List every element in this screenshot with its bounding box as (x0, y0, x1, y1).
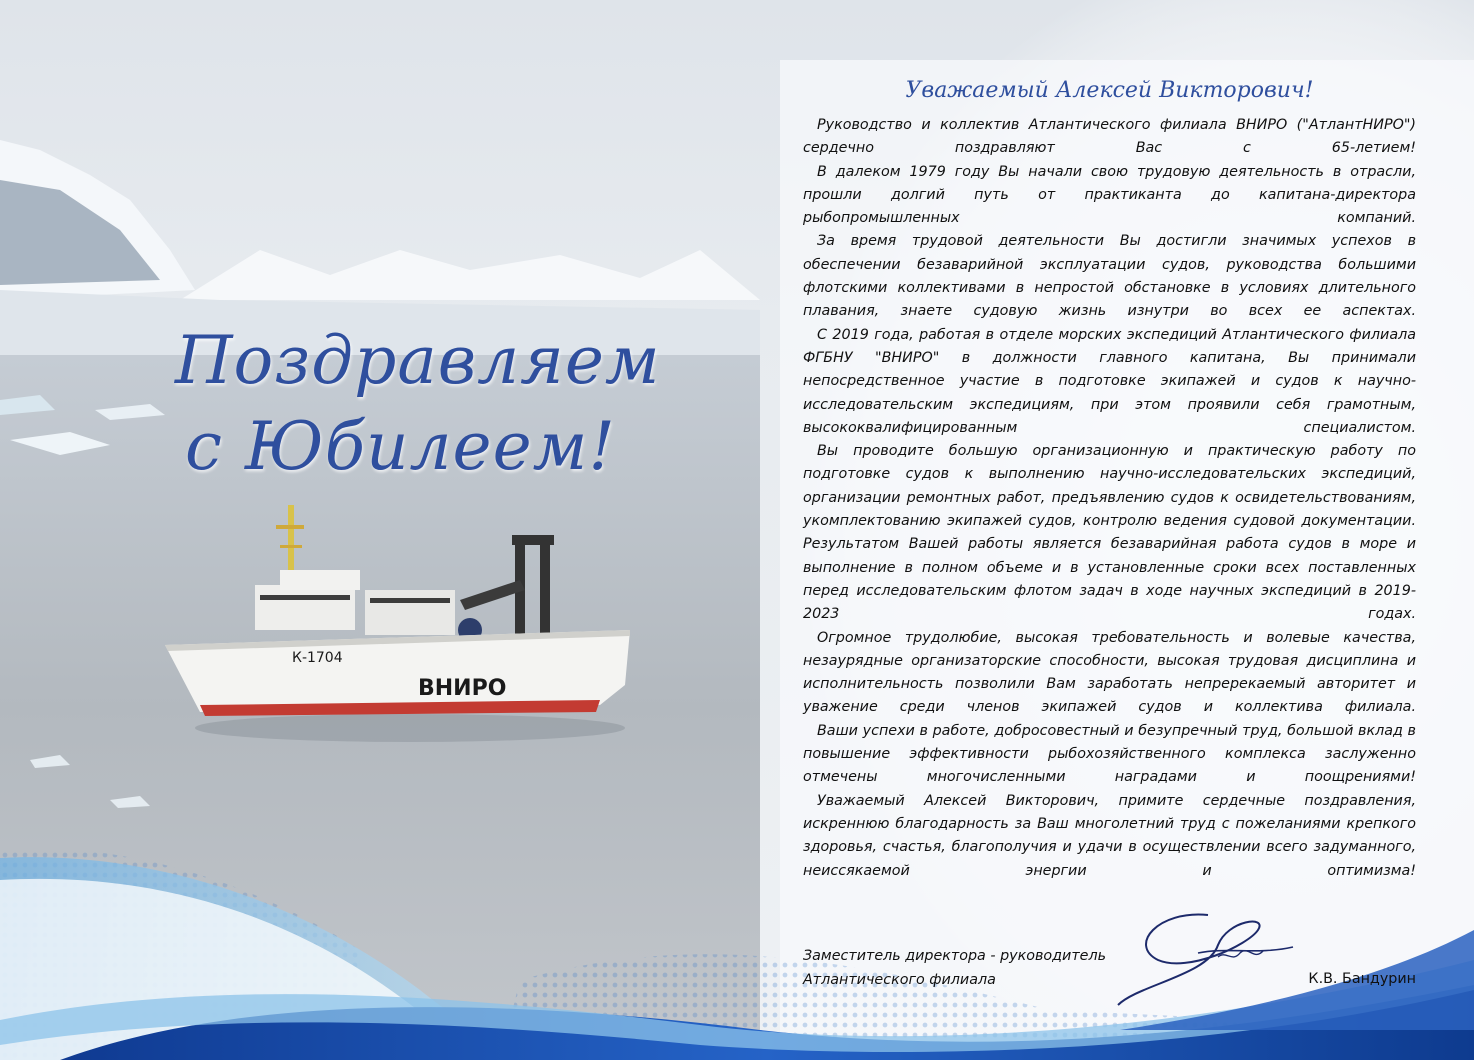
letter-body (803, 114, 1416, 883)
letter-paragraph: Вы проводите большую организационную и практическую работу по подготовке судов к выполнению научно-исследовательских экспедиций, организации ремонтных работ, предъявлению судов к освидетельствованиям, укомплектованию экипажей судов, контролю ведения судовой документации. Результатом Вашей работы является безаварийная работа судов в море и выполнение в полном объеме и в установленные сроки всех поставленных перед исследовательским флотом задач в ходе научных экспедиций в 2019-2023 годах. (803, 443, 1416, 623)
ship-number-text: К-1704 (292, 650, 343, 666)
letter-paragraph: В далеком 1979 году Вы начали свою трудовую деятельность в отрасли, прошли долгий путь от практиканта до капитана-директора рыбопромышленных компаний. (803, 163, 1416, 227)
headline-line-1: Поздравляем (175, 322, 661, 399)
ship-name-text: ВНИРО (418, 676, 507, 701)
letter-paragraph: С 2019 года, работая в отделе морских экспедиций Атлантического филиала ФГБНУ "ВНИРО" в должности главного капитана, Вы принимали непосредственное участие в подготовке экипажей и судов к научно-исследовательским экспедициям, при этом проявили себя грамотным, высококвалифицированным специалистом. (803, 326, 1416, 436)
letter-paragraph: Руководство и коллектив Атлантического филиала ВНИРО ("АтлантНИРО") сердечно поздравляют Вас с 65-летием! (803, 117, 1416, 157)
headline-line-2: с Юбилеем! (185, 408, 616, 485)
research-ship-illustration (160, 490, 640, 750)
letter-salutation: Уважаемый Алексей Викторович! (905, 78, 1314, 103)
letter-paragraph: Уважаемый Алексей Викторович, примите сердечные поздравления, искреннюю благодарность за Ваш многолетний труд с пожеланиями крепкого здоровья, счастья, благополучия и удачи в осуществлении всего задуманного, неиссякаемой энергии и оптимизма! (803, 792, 1416, 879)
letter-paragraph: Ваши успехи в работе, добросовестный и безупречный труд, большой вклад в повышение эффективности рыбохозяйственного комплекса заслуженно отмечены многочисленными наградами и поощрениями! (803, 722, 1416, 786)
signatory-position-line-1: Заместитель директора - руководитель (803, 948, 1107, 964)
signatory-name: К.В. Бандурин (1308, 971, 1416, 987)
headline (175, 318, 661, 490)
letter-paragraph: За время трудовой деятельности Вы достигли значимых успехов в обеспечении безаварийной эксплуатации судов, руководства большими флотскими коллективами в непростой обстановке в условиях длительного плавания, знаете судовую жизнь изнутри во всех ее аспектах. (803, 233, 1416, 320)
signature-block (803, 945, 1416, 992)
signatory-position-line-2: Атлантического филиала (803, 971, 996, 988)
letter-paragraph: Огромное трудолюбие, высокая требовательность и волевые качества, незаурядные организаторские способности, высокая трудовая дисциплина и исполнительность позволили Вам заработать непререкаемый авторитет и уважение среди членов экипажей судов и коллектива филиала. (803, 629, 1416, 716)
